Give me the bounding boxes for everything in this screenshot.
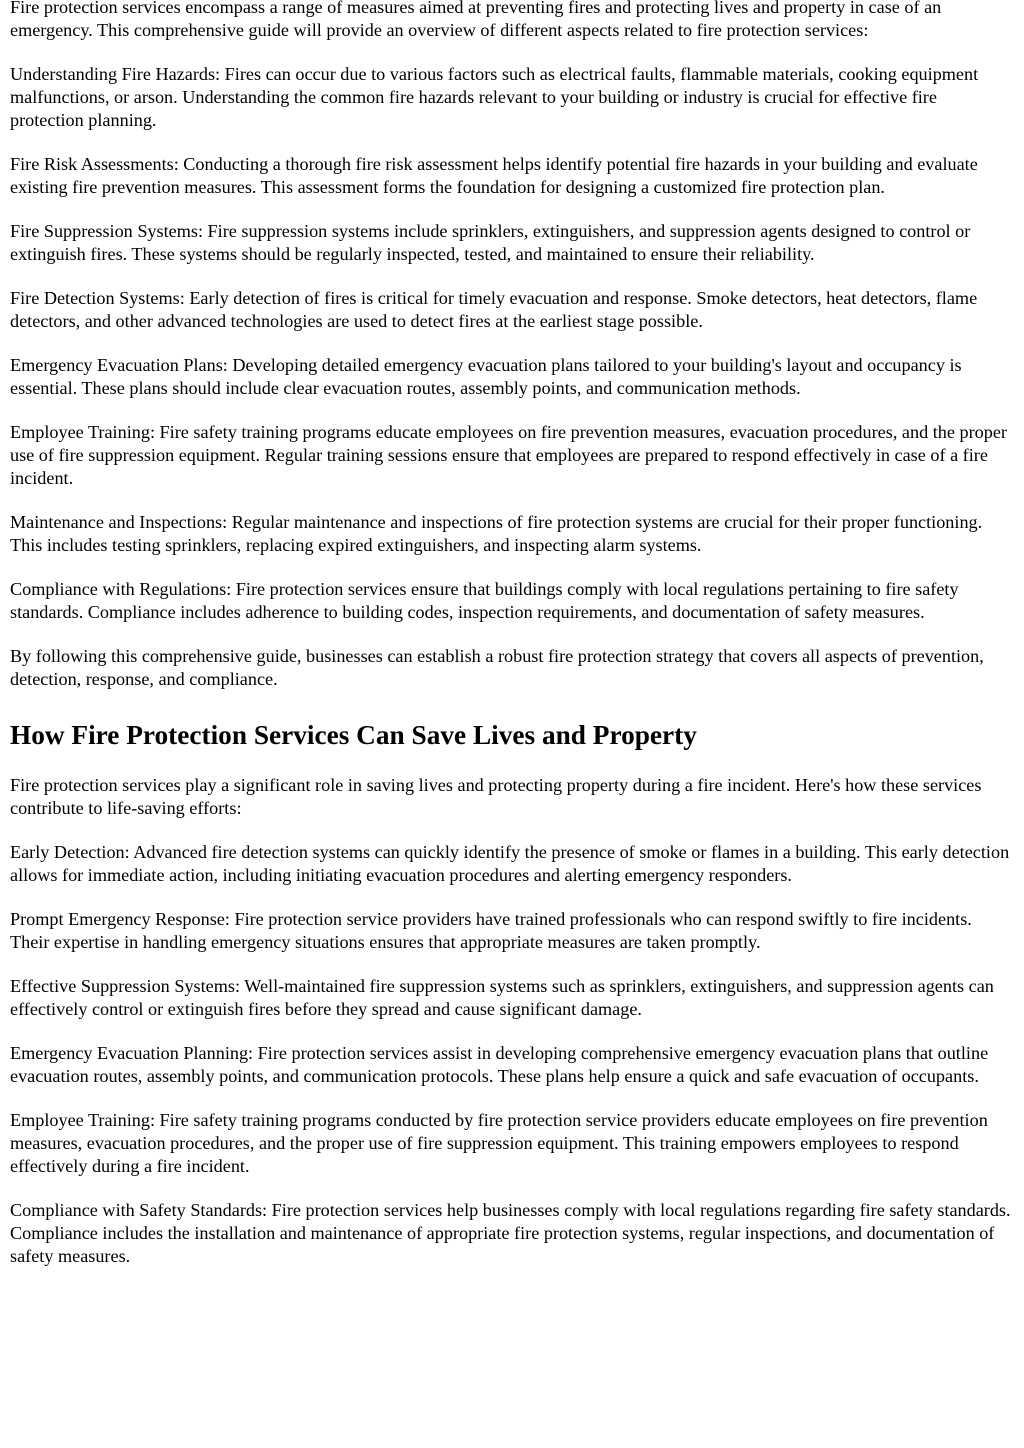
paragraph-training-programs: Employee Training: Fire safety training programs conducted by fire protection service providers educate employees on fire prevention measures, evacuation procedures, and the proper use of fire suppression equipment. This training empowers employees to respond effectively during a fire incident. — [10, 1110, 988, 1176]
paragraph-compliance-standards: Compliance with Safety Standards: Fire protection services help businesses comply with local regulations regarding fire safety standards. Compliance includes the installation and maintenance of appropriate fire protection systems, regular inspections, and documentation of safety measures. — [10, 1200, 1011, 1266]
section-heading: How Fire Protection Services Can Save Lives and Property — [10, 720, 697, 750]
paragraph-early-detection: Early Detection: Advanced fire detection systems can quickly identify the presence of smoke or flames in a building. This early detection allows for immediate action, including initiating evacuation procedures and alerting emergency responders. — [10, 842, 1010, 885]
paragraph-fire-hazards: Understanding Fire Hazards: Fires can occur due to various factors such as electrical faults, flammable materials, cooking equipment malfunctions, or arson. Understanding the common fire hazards relevant to your building or industry is crucial for effective fire protection planning. — [10, 64, 979, 130]
paragraph-evacuation-plans: Emergency Evacuation Plans: Developing detailed emergency evacuation plans tailored to your building's layout and occupancy is essential. These plans should include clear evacuation routes, assembly points, and communication methods. — [10, 355, 962, 398]
paragraph-risk-assessments: Fire Risk Assessments: Conducting a thorough fire risk assessment helps identify potential fire hazards in your building and evaluate existing fire prevention measures. This assessment forms the foundation for designing a customized fire protection plan. — [10, 154, 978, 197]
paragraph-detection-systems: Fire Detection Systems: Early detection of fires is critical for timely evacuation and response. Smoke detectors, heat detectors, flame detectors, and other advanced technologies are used to detect fires at the earliest stage possible. — [10, 288, 978, 331]
paragraph-compliance-regulations: Compliance with Regulations: Fire protection services ensure that buildings comply with local regulations pertaining to fire safety standards. Compliance includes adherence to building codes, inspection requirements, and documentation of safety measures. — [10, 579, 959, 622]
paragraph-intro: Fire protection services encompass a range of measures aimed at preventing fires and protecting lives and property in case of an emergency. This comprehensive guide will provide an overview of different aspects related to fire protection services: — [10, 0, 942, 40]
paragraph-evacuation-planning: Emergency Evacuation Planning: Fire protection services assist in developing comprehensive emergency evacuation plans that outline evacuation routes, assembly points, and communication protocols. These plans help ensure a quick and safe evacuation of occupants. — [10, 1043, 989, 1086]
paragraph-employee-training: Employee Training: Fire safety training programs educate employees on fire prevention measures, evacuation procedures, and the proper use of fire suppression equipment. Regular training sessions ensure that employees are prepared to respond effectively in case of a fire incident. — [10, 422, 1007, 488]
paragraph-guide-summary: By following this comprehensive guide, businesses can establish a robust fire protection strategy that covers all aspects of prevention, detection, response, and compliance. — [10, 646, 984, 689]
paragraph-section2-intro: Fire protection services play a significant role in saving lives and protecting property during a fire incident. Here's how these services contribute to life-saving efforts: — [10, 775, 982, 818]
paragraph-effective-suppression: Effective Suppression Systems: Well-maintained fire suppression systems such as sprinklers, extinguishers, and suppression agents can effectively control or extinguish fires before they spread and cause significant damage. — [10, 976, 994, 1019]
paragraph-prompt-response: Prompt Emergency Response: Fire protection service providers have trained professionals who can respond swiftly to fire incidents. Their expertise in handling emergency situations ensures that appropriate measures are taken promptly. — [10, 909, 972, 952]
paragraph-maintenance-inspections: Maintenance and Inspections: Regular maintenance and inspections of fire protection systems are crucial for their proper functioning. This includes testing sprinklers, replacing expired extinguishers, and inspecting alarm systems. — [10, 512, 983, 555]
paragraph-suppression-systems: Fire Suppression Systems: Fire suppression systems include sprinklers, extinguishers, and suppression agents designed to control or extinguish fires. These systems should be regularly inspected, tested, and maintained to ensure their reliability. — [10, 221, 971, 264]
